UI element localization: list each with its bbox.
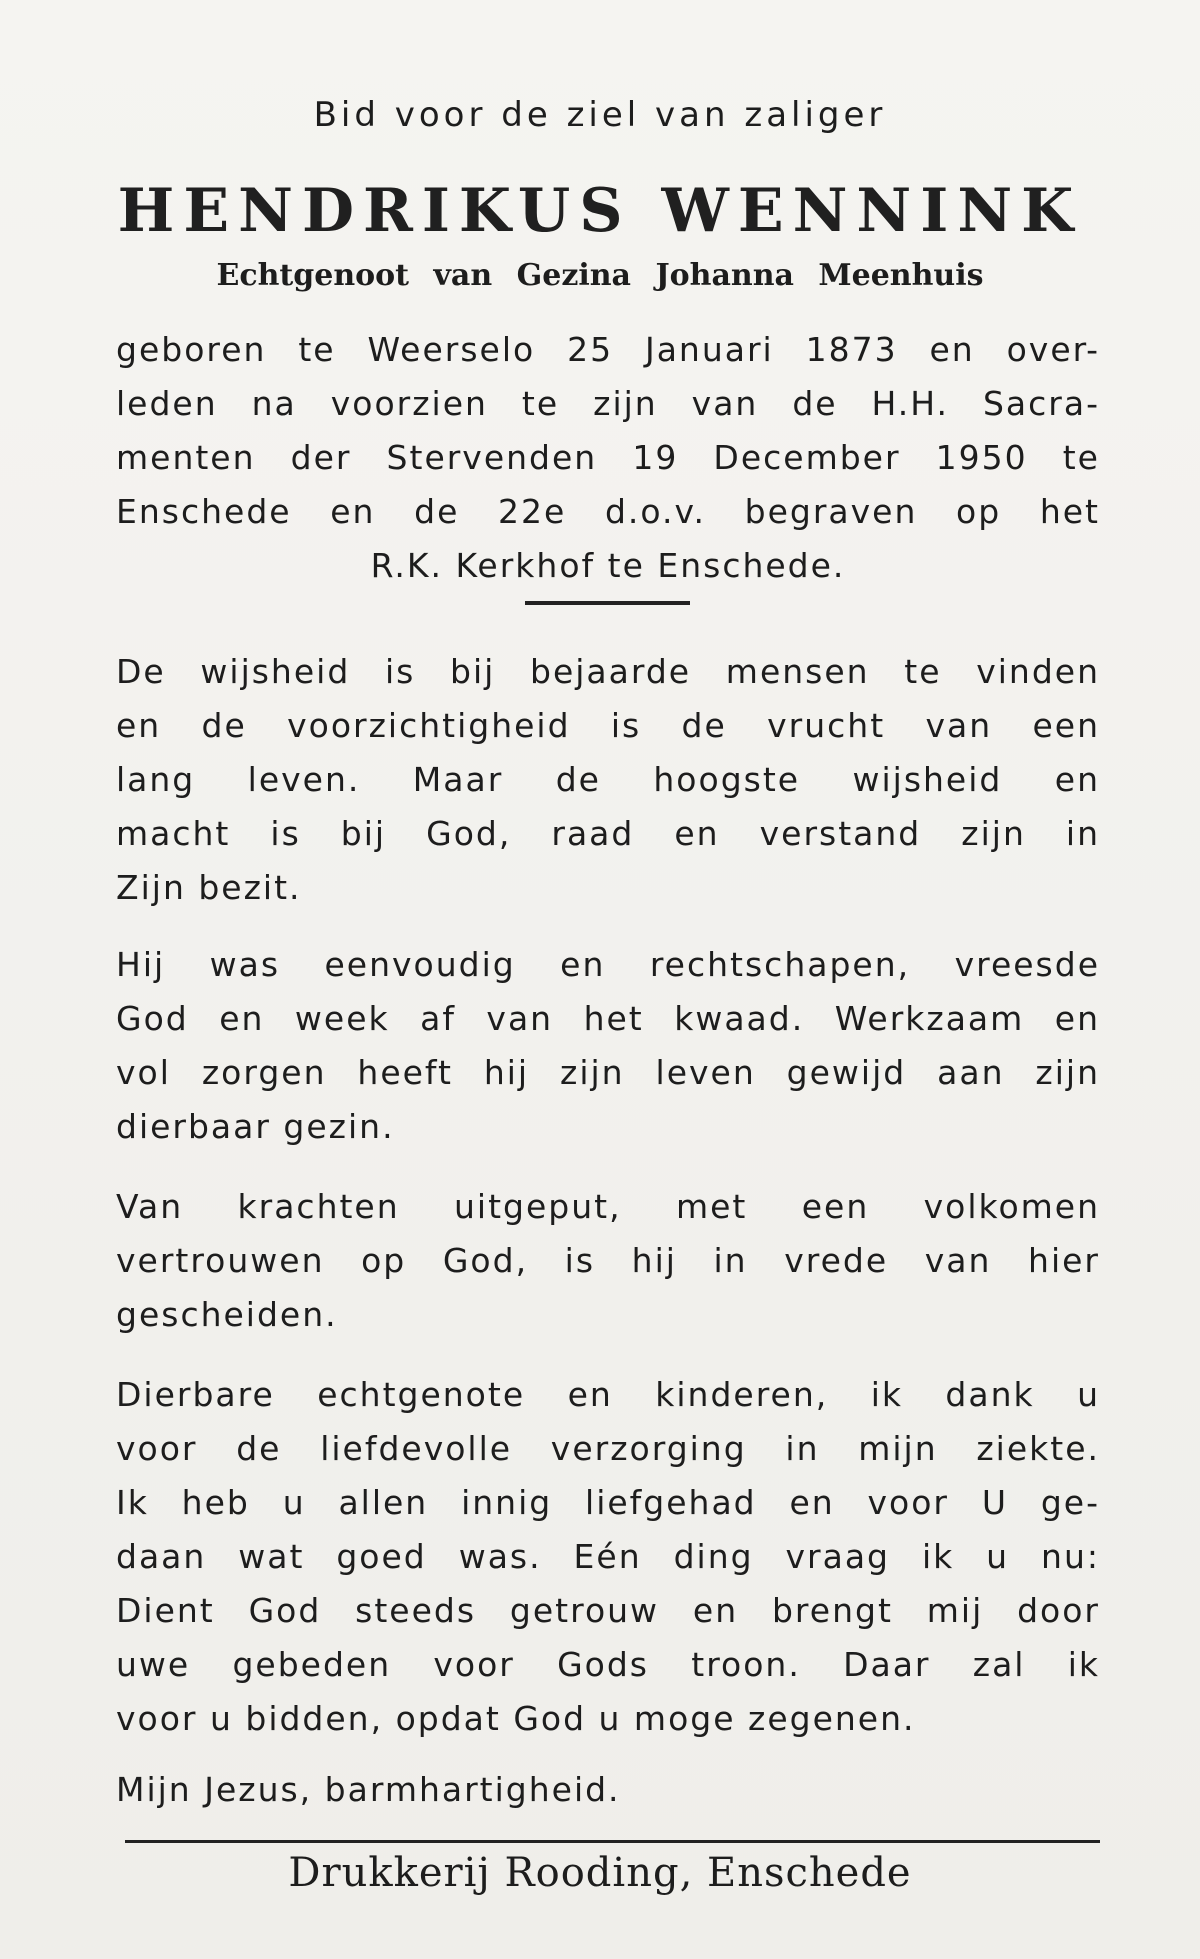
spouse-line: Echtgenoot van Gezina Johanna Meenhuis [216,258,984,293]
paragraph-line: De wijsheid is bij bejaarde mensen te vinden [116,652,1100,691]
paragraph-line: Mijn Jezus, barmhartigheid. [116,1770,621,1809]
paragraph-line: Hij was eenvoudig en rechtschapen, vreesde [116,945,1100,984]
paragraph-line: gescheiden. [116,1295,338,1334]
paragraph-line: macht is bij God, raad en verstand zijn in [116,814,1100,853]
printer-credit: Drukkerij Rooding, Enschede [288,1850,912,1896]
paragraph-line: Dierbare echtgenote en kinderen, ik dank u [116,1375,1100,1414]
paragraph-line: daan wat goed was. Eén ding vraag ik u nu: [116,1537,1100,1576]
bio-line: leden na voorzien te zijn van de H.H. Sacra- [116,384,1100,423]
paragraph-line: uwe gebeden voor Gods troon. Daar zal ik [116,1645,1100,1684]
paragraph-line: voor u bidden, opdat God u moge zegenen. [116,1699,916,1738]
paragraph-line: Van krachten uitgeput, met een volkomen [116,1187,1100,1226]
paragraph-line: vertrouwen op God, is hij in vrede van hier [116,1241,1100,1280]
bio-line: geboren te Weerselo 25 Januari 1873 en over- [116,330,1100,369]
paragraph [116,1368,1100,1746]
paragraph-line: Dient God steeds getrouw en brengt mij door [116,1591,1100,1630]
intro-line: Bid voor de ziel van zaliger [313,95,887,135]
bio-line: R.K. Kerkhof te Enschede. [370,546,846,585]
paragraph [116,938,1100,1154]
divider [525,601,690,605]
biography [116,323,1100,593]
paragraph [116,1180,1100,1342]
bio-line: Enschede en de 22e d.o.v. begraven op het [116,492,1100,531]
footer-divider [125,1840,1100,1843]
paragraph-line: voor de liefdevolle verzorging in mijn ziekte. [116,1429,1100,1468]
paragraph [116,1763,1100,1817]
bio-line: menten der Stervenden 19 December 1950 te [116,438,1100,477]
paragraph-line: dierbaar gezin. [116,1107,395,1146]
paragraph-line: lang leven. Maar de hoogste wijsheid en [116,760,1100,799]
paragraph [116,645,1100,915]
paragraph-line: Zijn bezit. [116,868,302,907]
paragraph-line: God en week af van het kwaad. Werkzaam en [116,999,1100,1038]
paragraph-line: Ik heb u allen innig liefgehad en voor U ge- [116,1483,1100,1522]
deceased-name: HENDRIKUS WENNINK [117,176,1083,246]
paragraph-line: en de voorzichtigheid is de vrucht van een [116,706,1100,745]
paragraph-line: vol zorgen heeft hij zijn leven gewijd aan zijn [116,1053,1100,1092]
